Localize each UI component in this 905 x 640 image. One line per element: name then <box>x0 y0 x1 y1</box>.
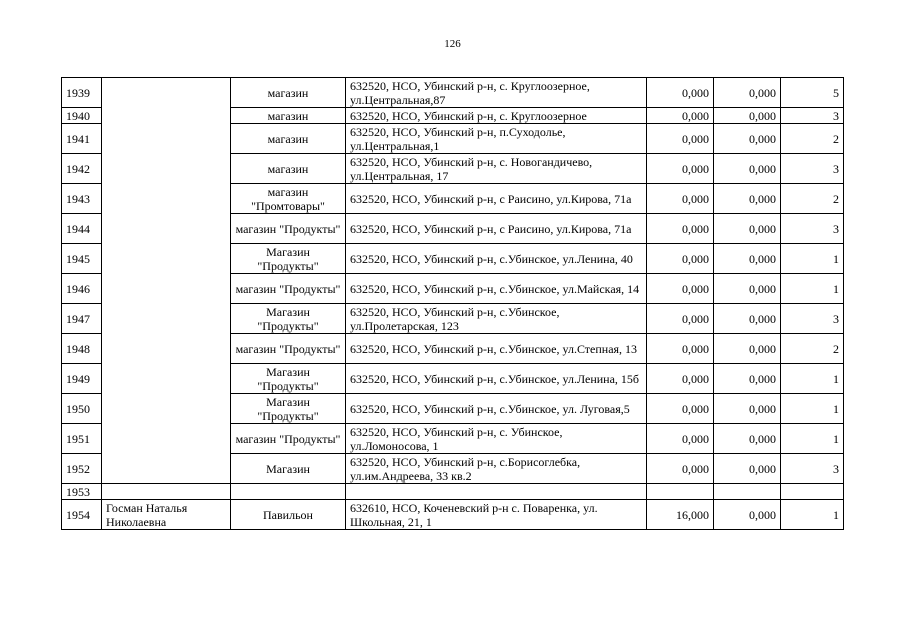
area-value-1: 0,000 <box>647 78 714 108</box>
address: 632520, НСО, Убинский р-н, с.Убинское, ул.Майская, 14 <box>346 274 647 304</box>
object-type: магазин <box>231 124 346 154</box>
address: 632520, НСО, Убинский р-н, с Раисино, ул.Кирова, 71а <box>346 214 647 244</box>
area-value-1: 0,000 <box>647 244 714 274</box>
address: 632610, НСО, Коченевский р-н с. Поваренка, ул. Школьная, 21, 1 <box>346 500 647 530</box>
area-value-1: 0,000 <box>647 184 714 214</box>
area-value-2: 0,000 <box>714 334 781 364</box>
area-value-2: 0,000 <box>714 304 781 334</box>
row-number: 1940 <box>62 108 102 124</box>
count-value: 2 <box>781 334 844 364</box>
count-value: 3 <box>781 454 844 484</box>
object-type <box>231 484 346 500</box>
owner-cell <box>102 78 231 484</box>
count-value: 1 <box>781 364 844 394</box>
count-value <box>781 484 844 500</box>
object-type: магазин "Продукты" <box>231 334 346 364</box>
object-type: магазин <box>231 154 346 184</box>
area-value-1: 16,000 <box>647 500 714 530</box>
address: 632520, НСО, Убинский р-н, п.Суходолье, ул.Центральная,1 <box>346 124 647 154</box>
area-value-1: 0,000 <box>647 454 714 484</box>
object-type: магазин "Продукты" <box>231 214 346 244</box>
area-value-1: 0,000 <box>647 124 714 154</box>
area-value-2: 0,000 <box>714 274 781 304</box>
row-number: 1951 <box>62 424 102 454</box>
count-value: 2 <box>781 124 844 154</box>
row-number: 1942 <box>62 154 102 184</box>
table-row <box>62 484 844 500</box>
address: 632520, НСО, Убинский р-н, с.Убинское, ул.Ленина, 15б <box>346 364 647 394</box>
object-type: магазин "Продукты" <box>231 274 346 304</box>
address: 632520, НСО, Убинский р-н, с Раисино, ул.Кирова, 71а <box>346 184 647 214</box>
area-value-1: 0,000 <box>647 424 714 454</box>
address <box>346 484 647 500</box>
row-number: 1954 <box>62 500 102 530</box>
area-value-2: 0,000 <box>714 244 781 274</box>
table-row <box>62 500 844 530</box>
count-value: 2 <box>781 184 844 214</box>
object-type: Магазин "Продукты" <box>231 364 346 394</box>
row-number: 1946 <box>62 274 102 304</box>
row-number: 1953 <box>62 484 102 500</box>
count-value: 3 <box>781 154 844 184</box>
area-value-2 <box>714 484 781 500</box>
object-type: магазин <box>231 78 346 108</box>
page-number: 126 <box>444 38 461 50</box>
table-row <box>62 78 844 108</box>
area-value-1: 0,000 <box>647 274 714 304</box>
area-value-2: 0,000 <box>714 78 781 108</box>
address: 632520, НСО, Убинский р-н, с.Убинское, ул.Ленина, 40 <box>346 244 647 274</box>
count-value: 1 <box>781 244 844 274</box>
row-number: 1945 <box>62 244 102 274</box>
count-value: 1 <box>781 424 844 454</box>
area-value-1: 0,000 <box>647 304 714 334</box>
object-type: Магазин "Продукты" <box>231 244 346 274</box>
address: 632520, НСО, Убинский р-н, с. Новогандичево, ул.Центральная, 17 <box>346 154 647 184</box>
address: 632520, НСО, Убинский р-н, с. Круглоозерное, ул.Центральная,87 <box>346 78 647 108</box>
area-value-2: 0,000 <box>714 124 781 154</box>
count-value: 5 <box>781 78 844 108</box>
count-value: 3 <box>781 108 844 124</box>
row-number: 1939 <box>62 78 102 108</box>
count-value: 1 <box>781 274 844 304</box>
owner-cell: Госман Наталья Николаевна <box>102 500 231 530</box>
address: 632520, НСО, Убинский р-н, с. Круглоозерное <box>346 108 647 124</box>
area-value-1: 0,000 <box>647 394 714 424</box>
area-value-2: 0,000 <box>714 184 781 214</box>
area-value-2: 0,000 <box>714 500 781 530</box>
object-type: магазин "Промтовары" <box>231 184 346 214</box>
count-value: 3 <box>781 214 844 244</box>
object-type: Павильон <box>231 500 346 530</box>
registry-table <box>61 77 844 530</box>
area-value-1: 0,000 <box>647 154 714 184</box>
row-number: 1950 <box>62 394 102 424</box>
row-number: 1944 <box>62 214 102 244</box>
area-value-1 <box>647 484 714 500</box>
count-value: 3 <box>781 304 844 334</box>
address: 632520, НСО, Убинский р-н, с.Убинское, ул.Пролетарская, 123 <box>346 304 647 334</box>
row-number: 1949 <box>62 364 102 394</box>
area-value-1: 0,000 <box>647 214 714 244</box>
address: 632520, НСО, Убинский р-н, с.Убинское, ул.Степная, 13 <box>346 334 647 364</box>
area-value-2: 0,000 <box>714 424 781 454</box>
object-type: магазин "Продукты" <box>231 424 346 454</box>
area-value-2: 0,000 <box>714 364 781 394</box>
address: 632520, НСО, Убинский р-н, с.Убинское, ул. Луговая,5 <box>346 394 647 424</box>
address: 632520, НСО, Убинский р-н, с. Убинское, ул.Ломоносова, 1 <box>346 424 647 454</box>
row-number: 1941 <box>62 124 102 154</box>
row-number: 1947 <box>62 304 102 334</box>
area-value-2: 0,000 <box>714 214 781 244</box>
owner-cell <box>102 484 231 500</box>
row-number: 1948 <box>62 334 102 364</box>
area-value-2: 0,000 <box>714 154 781 184</box>
row-number: 1952 <box>62 454 102 484</box>
object-type: Магазин <box>231 454 346 484</box>
area-value-1: 0,000 <box>647 108 714 124</box>
count-value: 1 <box>781 500 844 530</box>
address: 632520, НСО, Убинский р-н, с.Борисоглебка, ул.им.Андреева, 33 кв.2 <box>346 454 647 484</box>
count-value: 1 <box>781 394 844 424</box>
area-value-1: 0,000 <box>647 334 714 364</box>
row-number: 1943 <box>62 184 102 214</box>
area-value-2: 0,000 <box>714 454 781 484</box>
area-value-1: 0,000 <box>647 364 714 394</box>
object-type: Магазин "Продукты" <box>231 394 346 424</box>
area-value-2: 0,000 <box>714 108 781 124</box>
object-type: магазин <box>231 108 346 124</box>
object-type: Магазин "Продукты" <box>231 304 346 334</box>
area-value-2: 0,000 <box>714 394 781 424</box>
